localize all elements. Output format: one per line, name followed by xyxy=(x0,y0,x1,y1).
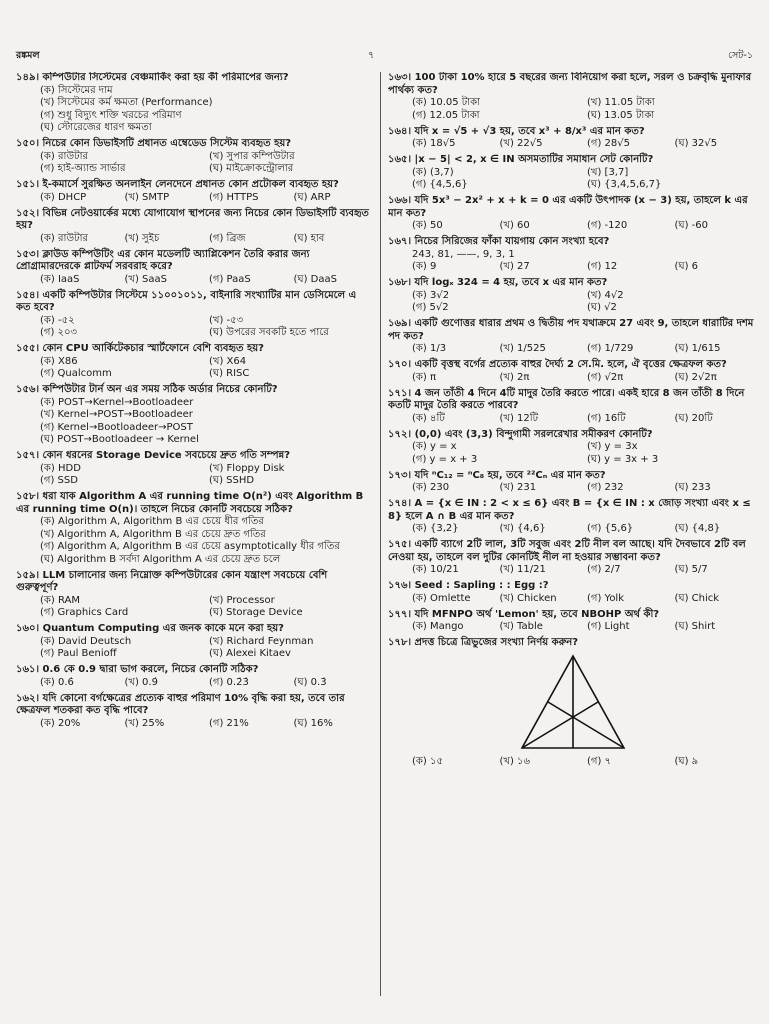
option-kha: (খ) Richard Feynman xyxy=(209,635,314,647)
option-gha: (ঘ) √2 xyxy=(587,302,617,313)
question-stem: যদি 5x³ − 2x² + x + k = 0 এর একটি উৎপাদক (x − 3) হয়, তাহলে k এর মান কত? xyxy=(388,195,748,219)
option-ga: (গ) 28√5 xyxy=(587,138,630,149)
options xyxy=(16,718,372,731)
question-1 xyxy=(16,138,372,176)
question-0 xyxy=(388,72,756,122)
option-ga: (গ) -120 xyxy=(587,220,628,231)
question-number: ১৬৭। xyxy=(388,236,412,247)
question-number: ১৫৭। xyxy=(16,450,40,461)
question-stem: ধরা যাক Algorithm A এর running time O(n²) এবং Algorithm B এর running time O(n)। তাহলে নিচের কোনটি সবচেয়ে সঠিক? xyxy=(16,491,364,515)
option-kha: (খ) 2π xyxy=(499,371,530,383)
option-kha: (খ) Processor xyxy=(209,594,275,606)
option-kha: (খ) সুপার কম্পিউটার xyxy=(209,150,295,162)
question-3 xyxy=(16,208,372,246)
option-kha: (খ) 11/21 xyxy=(499,564,546,575)
option-ka: (ক) সিস্টেমের দাম xyxy=(40,84,113,96)
option-ga: (গ) y = x + 3 xyxy=(412,453,478,465)
question-0 xyxy=(16,72,372,135)
options xyxy=(388,482,756,495)
question-6 xyxy=(16,343,372,381)
question-14 xyxy=(388,609,756,634)
options xyxy=(16,151,372,176)
question-stem: নিচের সিরিজের ফাঁকা যায়গায় কোন সংখ্যা হবে? xyxy=(414,236,610,247)
option-gha: (ঘ) ৯ xyxy=(674,756,699,767)
question-number: ১৭৫। xyxy=(388,539,412,550)
option-ga: (গ) Yolk xyxy=(587,592,625,604)
question-6 xyxy=(388,318,756,356)
option-gha: (ঘ) Storage Device xyxy=(209,607,303,618)
question-9 xyxy=(388,429,756,467)
option-ka: (ক) ১৫ xyxy=(412,756,443,767)
question-stem: একটি বৃত্তস্থ বর্গের প্রত্যেক বাহুর দৈর্ঘ্য 2 সে.মি. হলে, ঐ বৃত্তের ক্ষেত্রফল কত? xyxy=(414,359,727,370)
option-gha: (ঘ) -60 xyxy=(674,220,708,231)
option-ga: (গ) Graphics Card xyxy=(40,607,129,618)
question-number: ১৬৪। xyxy=(388,125,412,137)
question-4 xyxy=(388,236,756,274)
options xyxy=(388,343,756,356)
option-ga: (গ) Light xyxy=(587,621,630,632)
option-kha: (খ) 60 xyxy=(499,220,530,231)
question-number: ১৫৯। xyxy=(16,569,40,581)
options xyxy=(16,233,372,246)
option-gha: (ঘ) 1/615 xyxy=(674,343,721,354)
options xyxy=(388,593,756,606)
question-number: ১৭২। xyxy=(388,428,412,440)
question-stem: কম্পিউটার টার্ন অন এর সময় সঠিক অর্ডার নিচের কোনটি? xyxy=(42,384,278,395)
question-stem: 100 টাকা 10% হারে 5 বছরের জন্য বিনিয়োগ করা হলে, সরল ও চক্রবৃদ্ধি মুনাফার পার্থক্য কত? xyxy=(388,72,752,96)
question-stem: কম্পিউটার সিস্টেমের বেঞ্চমার্কিং করা হয় কী পরিমাপের জন্য? xyxy=(42,72,289,83)
question-number: ১৬৫। xyxy=(388,154,412,165)
option-ga: (গ) Qualcomm xyxy=(40,368,112,379)
option-gha: (ঘ) 5/7 xyxy=(674,564,708,575)
option-ka: (ক) 18√5 xyxy=(412,138,456,149)
option-gha: (ঘ) 20টি xyxy=(674,412,713,424)
left-column xyxy=(16,72,372,996)
option-ka: (ক) π xyxy=(412,371,436,383)
set-label: সেট-১ xyxy=(728,50,753,61)
options xyxy=(388,564,756,577)
question-7 xyxy=(16,384,372,447)
publisher-name: রঙ্কমল xyxy=(16,50,40,61)
option-kha: (খ) {4,6} xyxy=(499,523,546,534)
question-8 xyxy=(16,450,372,488)
question-11 xyxy=(16,623,372,661)
question-number: ১৭৮। xyxy=(388,637,412,648)
option-ka: (ক) IaaS xyxy=(40,273,80,285)
question-13 xyxy=(388,580,756,605)
option-ka: (ক) ৪টি xyxy=(412,412,445,424)
question-stem: Seed : Sapling : : Egg :? xyxy=(414,580,549,591)
question-11 xyxy=(388,498,756,536)
option-kha: (খ) সুইচ xyxy=(124,232,160,244)
option-kha: (খ) Chicken xyxy=(499,592,557,604)
option-ka: (ক) 10.05 টাকা xyxy=(412,97,481,108)
question-stem: কোন CPU আর্কিটেকচার স্মার্টফোনে বেশি ব্যবহৃত হয়? xyxy=(42,343,264,354)
option-ka: (ক) 1/3 xyxy=(412,343,447,354)
option-ga: (গ) {5,6} xyxy=(587,523,634,534)
option-kha: (খ) SaaS xyxy=(124,273,167,285)
question-10 xyxy=(16,570,372,620)
question-text xyxy=(388,637,756,650)
option-gha: (ঘ) POST→Bootloadeer → Kernel xyxy=(40,434,199,445)
options xyxy=(388,441,756,466)
option-ga: (গ) শুধু বিদ্যুৎ শক্তি খরচের পরিমাণ xyxy=(40,109,182,121)
option-kha: (খ) 0.9̇ xyxy=(124,676,158,688)
question-number: ১৫৪। xyxy=(16,289,40,301)
option-gha: (ঘ) 2√2π xyxy=(674,371,717,383)
question-stem: যদি কোনো বর্গক্ষেত্রের প্রত্যেক বাহুর পরিমাণ 10% বৃদ্ধি করা হয়, তবে তার ক্ষেত্রফল শতকরা কত বৃদ্ধি পাবে? xyxy=(16,692,345,716)
question-number: ১৫৮। xyxy=(16,491,40,502)
column-divider xyxy=(380,72,381,996)
option-ga: (গ) 16টি xyxy=(587,412,626,424)
question-number: ১৭০। xyxy=(388,359,412,370)
option-gha: (ঘ) মাইক্রোকন্ট্রোলার xyxy=(209,163,294,174)
option-ka: (ক) Mango xyxy=(412,621,464,632)
question-9 xyxy=(16,491,372,566)
question-number: ১৭৬। xyxy=(388,580,412,591)
option-kha: (খ) y = 3x xyxy=(587,441,638,452)
options xyxy=(16,677,372,690)
question-15 xyxy=(388,637,756,769)
question-text xyxy=(16,72,372,85)
option-ka: (ক) HDD xyxy=(40,462,81,474)
question-extra: 243, 81, ——, 9, 3, 1 xyxy=(412,248,515,260)
option-gha: (ঘ) {3,4,5,6,7} xyxy=(587,179,662,190)
options xyxy=(388,138,756,151)
option-ga: (গ) 21% xyxy=(209,717,249,729)
option-kha: (খ) X64 xyxy=(209,355,247,367)
option-gha: (ঘ) Alexei Kitaev xyxy=(209,648,291,659)
options xyxy=(388,167,756,192)
options xyxy=(388,290,756,315)
options xyxy=(16,192,372,205)
question-10 xyxy=(388,470,756,495)
option-ga: (গ) হাই-অ্যান্ড সার্ভার xyxy=(40,163,126,174)
question-3 xyxy=(388,195,756,233)
options xyxy=(16,636,372,661)
option-gha: (ঘ) SSHD xyxy=(209,475,255,486)
question-stem: ই-কমার্সে সুরক্ষিত অনলাইন লেনদেনে প্রধানত কোন প্রটোকল ব্যবহৃত হয়? xyxy=(42,179,339,190)
page-number: ৭ xyxy=(368,50,375,61)
question-text xyxy=(16,179,372,192)
question-text xyxy=(388,470,756,483)
question-stem: কোন ধরনের Storage Device সবচেয়ে দ্রুত গতি সম্পন্ন? xyxy=(42,450,291,461)
question-stem: A = {x ∈ IN : 2 < x ≤ 6} এবং B = {x ∈ IN : x জোড় সংখ্যা এবং x ≤ 8} হলে A ∩ B এর মান কত? xyxy=(388,498,751,522)
question-stem: Quantum Computing এর জনক কাকে মনে করা হয়? xyxy=(42,623,284,634)
question-text xyxy=(388,72,756,97)
option-kha: (খ) 11.05 টাকা xyxy=(587,97,655,108)
option-ga: (গ) 5√2 xyxy=(412,302,449,313)
question-13 xyxy=(16,693,372,731)
options xyxy=(16,356,372,381)
question-text xyxy=(388,195,756,220)
question-number: ১৫০। xyxy=(16,138,40,149)
option-ga: (গ) 0.2̇3̇ xyxy=(209,676,249,688)
options xyxy=(388,523,756,536)
option-gha: (ঘ) y = 3x + 3 xyxy=(587,453,659,465)
question-stem: বিভিন্ন নেটওয়ার্কের মধ্যে যোগাযোগ স্থাপনের জন্য নিচের কোন ডিভাইসটি ব্যবহৃত হয়? xyxy=(16,207,369,231)
question-number: ১৫৩। xyxy=(16,248,40,260)
question-number: ১৭৭। xyxy=(388,608,412,620)
option-ka: (ক) y = x xyxy=(412,441,457,452)
options xyxy=(388,413,756,426)
triangle-diagram xyxy=(518,652,628,752)
triangle-figure xyxy=(388,652,756,757)
option-ga: (গ) ৭ xyxy=(587,756,612,767)
option-ka: (ক) -৫২ xyxy=(40,314,75,326)
right-column xyxy=(388,72,756,996)
option-gha: (ঘ) 16% xyxy=(293,717,333,729)
option-gha: (ঘ) RISC xyxy=(209,368,250,379)
option-ga: (গ) Kernel→Bootloadeer→POST xyxy=(40,421,193,433)
question-number: ১৬৯। xyxy=(388,318,412,329)
question-stem: (0,0) এবং (3,3) বিন্দুগামী সরলরেখার সমীকরণ কোনটি? xyxy=(414,428,653,440)
option-ka: (ক) Omlette xyxy=(412,592,471,604)
question-text xyxy=(388,580,756,593)
question-stem: যদি MFNPO অর্থ 'Lemon' হয়, তবে NBOHP অর্থ কী? xyxy=(414,608,660,620)
question-number: ১৬১। xyxy=(16,664,40,675)
question-number: ১৬২। xyxy=(16,692,40,704)
question-stem: LLM চালানোর জন্য নিম্নোক্ত কম্পিউটারের কোন যন্ত্রাংশ সবচেয়ে বেশি গুরুত্বপূর্ণ? xyxy=(16,569,328,593)
question-number: ১৫১। xyxy=(16,179,40,190)
option-ka: (ক) Algorithm A, Algorithm B এর চেয়ে ধীর গতির xyxy=(40,516,264,527)
question-stem: 4 জন তাঁতী 4 দিনে 4টি মাদুর তৈরি করতে পারে। একই হারে 8 জন তাঁতী 8 দিনে কতটি মাদুর তৈরি করতে পারবে? xyxy=(388,387,745,411)
options xyxy=(388,220,756,233)
question-stem: ক্লাউড কম্পিউটিং এর কোন মডেলটি অ্যাপ্লিকেশন তৈরি করার জন্য প্রোগ্রামারদেরকে প্লাটফর্ম সরবরাহ করে? xyxy=(16,248,310,272)
option-kha: (খ) 12টি xyxy=(499,412,539,424)
option-gha: (ঘ) DaaS xyxy=(293,273,337,285)
question-text xyxy=(388,429,756,442)
option-ga: (গ) PaaS xyxy=(209,273,251,285)
question-8 xyxy=(388,388,756,426)
option-ka: (ক) 50 xyxy=(412,220,443,231)
question-number: ১৬৮। xyxy=(388,277,412,288)
question-text xyxy=(388,609,756,622)
question-number: ১৬৩। xyxy=(388,72,412,83)
option-gha: (ঘ) {4,8} xyxy=(674,523,721,534)
question-1 xyxy=(388,126,756,151)
option-kha: (খ) 27 xyxy=(499,261,530,272)
options xyxy=(16,315,372,340)
question-number: ১৫৫। xyxy=(16,343,40,354)
option-kha: (খ) Kernel→POST→Bootloadeer xyxy=(40,409,193,420)
option-gha: (ঘ) হাব xyxy=(293,232,325,244)
option-ka: (ক) 10/21 xyxy=(412,564,459,575)
question-12 xyxy=(388,539,756,577)
question-number: ১৫২। xyxy=(16,207,40,219)
option-ga: (গ) 1/729 xyxy=(587,343,634,354)
option-kha: (খ) 22√5 xyxy=(499,138,543,149)
question-stem: যদি ⁿC₁₂ = ⁿC₈ হয়, তবে ²²Cₙ এর মান কত? xyxy=(414,469,606,481)
option-kha: (খ) ১৬ xyxy=(499,756,531,767)
question-stem: নিচের কোন ডিভাইসটি প্রধানত এম্বেডেড সিস্টেম ব্যবহৃত হয়? xyxy=(42,138,292,149)
question-text xyxy=(16,693,372,718)
question-text xyxy=(16,623,372,636)
option-ka: (ক) রাউটার xyxy=(40,232,89,244)
option-ka: (ক) RAM xyxy=(40,594,80,606)
question-number: ১৭১। xyxy=(388,387,412,399)
option-ka: (ক) 230 xyxy=(412,482,450,493)
option-gha: (ঘ) 13.05 টাকা xyxy=(587,109,655,121)
option-kha: (খ) Floppy Disk xyxy=(209,462,285,474)
question-stem: একটি ব্যাগে 2টি লাল, 3টি সবুজ এবং 2টি নীল বল আছে। যদি দৈবভাবে 2টি বল নেওয়া হয়, তাহলে বল দুটির কোনটিই নীল না হওয়ার সম্ভাবনা কত? xyxy=(388,539,746,563)
option-gha: (ঘ) 0.3̇ xyxy=(293,676,327,688)
option-ka: (ক) 3√2 xyxy=(412,289,450,301)
option-ka: (ক) 9 xyxy=(412,261,437,272)
question-text xyxy=(16,290,372,315)
question-text xyxy=(16,138,372,151)
option-gha: (ঘ) 32√5 xyxy=(674,138,718,149)
option-gha: (ঘ) উপরের সবকটি হতে পারে xyxy=(209,327,329,338)
question-2 xyxy=(16,179,372,204)
option-ga: (গ) Algorithm A, Algorithm B এর চেয়ে asymptotically ধীর গতির xyxy=(40,541,340,552)
option-kha: (খ) 4√2 xyxy=(587,289,624,301)
question-4 xyxy=(16,249,372,287)
option-ga: (গ) Paul Benioff xyxy=(40,648,117,659)
question-number: ১৬০। xyxy=(16,623,40,634)
question-text xyxy=(16,664,372,677)
options xyxy=(388,372,756,385)
question-text xyxy=(16,450,372,463)
question-text xyxy=(16,249,372,274)
option-gha: (ঘ) 6 xyxy=(674,261,699,272)
option-ka: (ক) 0.6̇ xyxy=(40,676,74,688)
question-number: ১৬৬। xyxy=(388,195,412,206)
options xyxy=(16,516,372,566)
question-text xyxy=(16,208,372,233)
option-ga: (গ) ব্রিজ xyxy=(209,232,246,244)
option-gha: (ঘ) ARP xyxy=(293,191,331,203)
option-gha: (ঘ) Shirt xyxy=(674,621,716,632)
options xyxy=(16,85,372,135)
option-ka: (ক) (3,7) xyxy=(412,166,454,178)
options xyxy=(388,97,756,122)
question-stem: 0.6 কে 0.9 দ্বারা ভাগ করলে, নিচের কোনটি সঠিক? xyxy=(42,664,259,675)
question-text xyxy=(388,236,756,249)
question-2 xyxy=(388,154,756,192)
option-ga: (গ) 12 xyxy=(587,261,618,272)
option-ka: (ক) 20% xyxy=(40,717,81,729)
question-text xyxy=(16,491,372,516)
question-stem: যদি x = √5 + √3 হয়, তবে x³ + 8/x³ এর মান কত? xyxy=(414,125,645,137)
option-kha: (খ) সিস্টেমের কর্ম ক্ষমতা (Performance) xyxy=(40,97,213,108)
option-ga: (গ) √2π xyxy=(587,371,624,383)
options xyxy=(16,274,372,287)
options xyxy=(16,595,372,620)
question-5 xyxy=(16,290,372,340)
question-text xyxy=(16,384,372,397)
options xyxy=(388,621,756,634)
option-kha: (খ) 25% xyxy=(124,717,165,729)
option-ga: (গ) SSD xyxy=(40,475,78,486)
options xyxy=(388,756,756,769)
question-text xyxy=(388,388,756,413)
question-text xyxy=(388,498,756,523)
option-gha: (ঘ) স্টোরেজের ধারণ ক্ষমতা xyxy=(40,122,152,133)
question-number: ১৭৪। xyxy=(388,498,412,509)
option-ka: (ক) POST→Kernel→Bootloadeer xyxy=(40,396,194,408)
question-7 xyxy=(388,359,756,384)
question-stem: |x − 5| < 2, x ∈ IN অসমতাটির সমাধান সেট কোনটি? xyxy=(414,154,654,165)
question-text xyxy=(388,359,756,372)
option-ga: (গ) HTTPS xyxy=(209,191,259,203)
question-text xyxy=(16,343,372,356)
question-text xyxy=(388,539,756,564)
option-ga: (গ) ২০৩ xyxy=(40,327,78,338)
option-kha: (খ) 1/525 xyxy=(499,343,546,354)
question-text xyxy=(388,154,756,167)
question-text xyxy=(388,126,756,139)
question-stem: যদি logₓ 324 = 4 হয়, তবে x এর মান কত? xyxy=(414,277,608,288)
option-kha: (খ) [3,7] xyxy=(587,166,629,178)
option-kha: (খ) -৫৩ xyxy=(209,314,244,326)
question-number: ১৫৬। xyxy=(16,384,40,395)
question-stem: একটি গুণোত্তর ধারার প্রথম ও দ্বিতীয় পদ যথাক্রমে 27 এবং 9, তাহলে ধারাটির দশম পদ কত? xyxy=(388,318,754,342)
question-stem: একটি কম্পিউটার সিস্টেমে ১১০০১০১১, বাইনারি সংখ্যাটির মান ডেসিমেলে এ কত হবে? xyxy=(16,289,357,313)
option-ka: (ক) X86 xyxy=(40,355,78,367)
option-ga: (গ) {4,5,6} xyxy=(412,179,468,190)
option-kha: (খ) Table xyxy=(499,621,543,632)
option-ka: (ক) David Deutsch xyxy=(40,635,132,647)
question-stem: প্রদত্ত চিত্রে ত্রিভুজের সংখ্যা নির্ণয় করুন? xyxy=(414,637,579,648)
option-ka: (ক) {3,2} xyxy=(412,523,459,534)
question-12 xyxy=(16,664,372,689)
question-number: ১৪৯। xyxy=(16,72,40,83)
option-gha: (ঘ) Algorithm B সর্বদা Algorithm A এর চেয়ে দ্রুত চলে xyxy=(40,553,281,565)
question-text xyxy=(388,318,756,343)
option-kha: (খ) 231 xyxy=(499,482,537,493)
options xyxy=(16,463,372,488)
question-text xyxy=(388,277,756,290)
option-gha: (ঘ) 233 xyxy=(674,482,711,493)
options xyxy=(16,397,372,447)
option-ga: (গ) 2/7 xyxy=(587,564,621,575)
option-gha: (ঘ) Chick xyxy=(674,592,720,604)
option-kha: (খ) Algorithm A, Algorithm B এর চেয়ে দ্রুত গতির xyxy=(40,528,266,540)
options xyxy=(388,261,756,274)
option-ka: (ক) DHCP xyxy=(40,191,87,203)
question-5 xyxy=(388,277,756,315)
option-kha: (খ) SMTP xyxy=(124,191,170,203)
page-header xyxy=(16,50,753,66)
option-ga: (গ) 12.05 টাকা xyxy=(412,109,480,121)
question-number: ১৭৩। xyxy=(388,469,412,481)
option-ka: (ক) রাউটার xyxy=(40,150,89,162)
question-text xyxy=(16,570,372,595)
option-ga: (গ) 232 xyxy=(587,482,624,493)
